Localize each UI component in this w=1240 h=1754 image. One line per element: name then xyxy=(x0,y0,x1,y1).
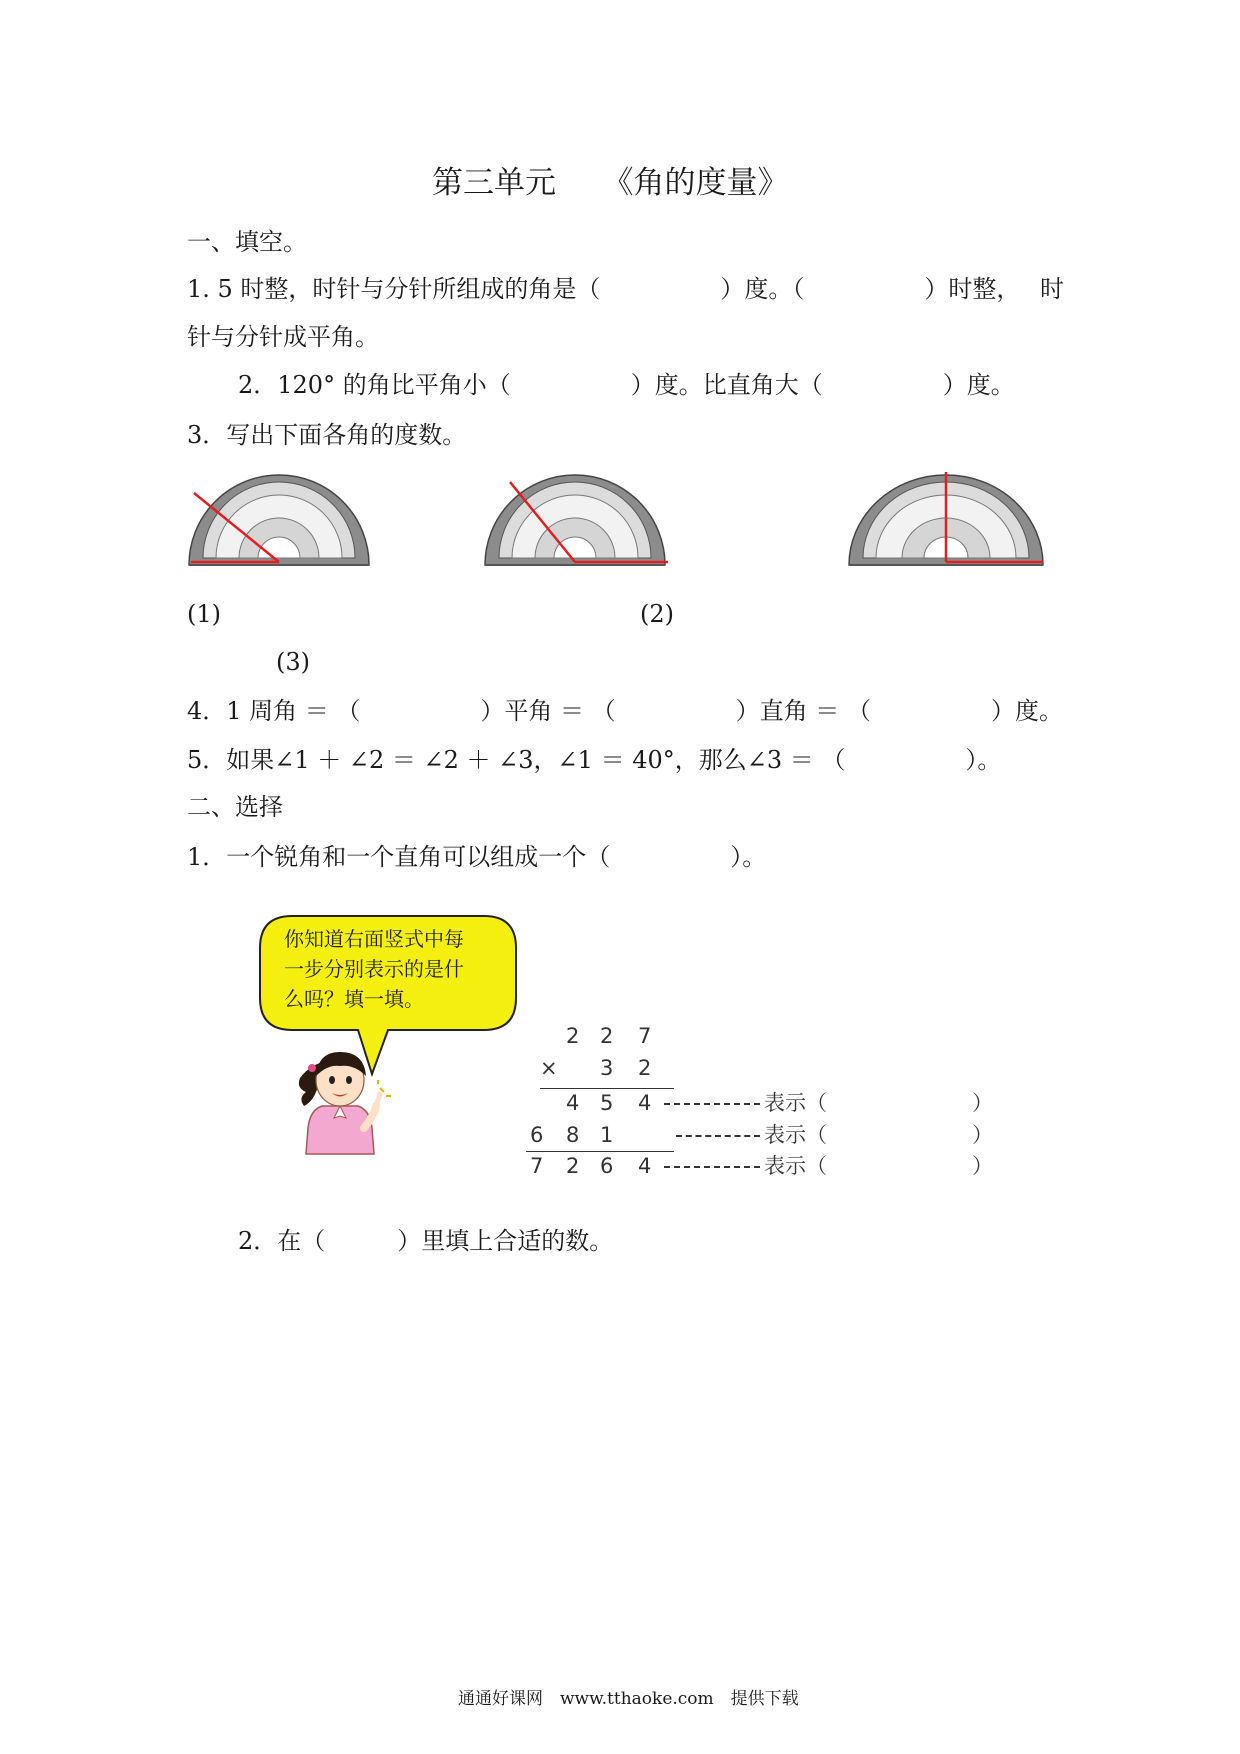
multiplier-digit: 3 xyxy=(600,1056,614,1080)
multiplier-digit: 2 xyxy=(638,1056,652,1080)
represent-label: 表示（ xyxy=(764,1123,827,1147)
protractor-label-3: (3) xyxy=(276,648,310,676)
bubble-line-2: 一步分别表示的是什 xyxy=(284,957,464,981)
product-digit: 4 xyxy=(638,1154,652,1178)
close-paren: ） xyxy=(972,1154,993,1178)
partial-product-2-digit: 1 xyxy=(600,1123,614,1147)
partial-product-1-digit: 4 xyxy=(566,1091,580,1115)
dashed-leader xyxy=(664,1103,760,1105)
partial-product-2-digit: 8 xyxy=(566,1123,580,1147)
partial-product-1-digit: 5 xyxy=(600,1091,614,1115)
represent-label: 表示（ xyxy=(764,1154,827,1178)
choice-question-1: 1．一个锐角和一个直角可以组成一个（ ）。 xyxy=(187,843,767,871)
girl-illustration xyxy=(292,1040,402,1156)
section-heading-choice: 二、选择 xyxy=(187,793,283,821)
dashed-leader xyxy=(664,1166,760,1168)
choice-question-2: 2．在（ ）里填上合适的数。 xyxy=(238,1227,614,1255)
multiplicand-digit: 2 xyxy=(600,1024,614,1048)
question-4: 4．1 周角 ＝ （ ）平角 ＝ （ ）直角 ＝ （ ）度。 xyxy=(187,697,1063,725)
protractor-figure-3 xyxy=(846,468,1046,568)
protractor-label-2: (2) xyxy=(640,600,674,628)
product-digit: 2 xyxy=(566,1154,580,1178)
vertical-calc-line xyxy=(540,1088,674,1089)
question-1-line-1: 1. 5 时整，时针与分针所组成的角是（ ）度。（ ）时整， 时 xyxy=(187,275,1065,303)
partial-product-2-digit: 6 xyxy=(530,1123,544,1147)
bubble-line-1: 你知道右面竖式中每 xyxy=(284,927,464,951)
question-1-line-2: 针与分针成平角。 xyxy=(187,323,379,351)
footer-source: 通通好课网 www.tthaoke.com 提供下载 xyxy=(458,1689,799,1709)
question-3: 3．写出下面各角的度数。 xyxy=(187,421,467,449)
product-digit: 7 xyxy=(530,1154,544,1178)
question-2: 2．120° 的角比平角小（ ）度。比直角大（ ）度。 xyxy=(238,371,1015,399)
multiply-sign: × xyxy=(540,1056,558,1080)
dashed-leader xyxy=(676,1135,760,1137)
product-digit: 6 xyxy=(600,1154,614,1178)
question-5: 5．如果∠1 ＋ ∠2 ＝ ∠2 ＋ ∠3，∠1 ＝ 40°，那么∠3 ＝ （ ）。 xyxy=(187,746,1002,774)
section-heading-fill-blank: 一、填空。 xyxy=(187,228,307,256)
represent-label: 表示（ xyxy=(764,1091,827,1115)
page-title: 第三单元 《角的度量》 xyxy=(432,165,789,201)
protractor-label-1: (1) xyxy=(187,600,221,628)
vertical-calc-line xyxy=(526,1151,674,1152)
protractor-figure-1 xyxy=(186,468,372,568)
close-paren: ） xyxy=(972,1091,993,1115)
protractor-figure-2 xyxy=(482,468,668,568)
partial-product-1-digit: 4 xyxy=(638,1091,652,1115)
bubble-line-3: 么吗？填一填。 xyxy=(284,987,424,1011)
multiplicand-digit: 7 xyxy=(638,1024,652,1048)
multiplicand-digit: 2 xyxy=(566,1024,580,1048)
close-paren: ） xyxy=(972,1123,993,1147)
